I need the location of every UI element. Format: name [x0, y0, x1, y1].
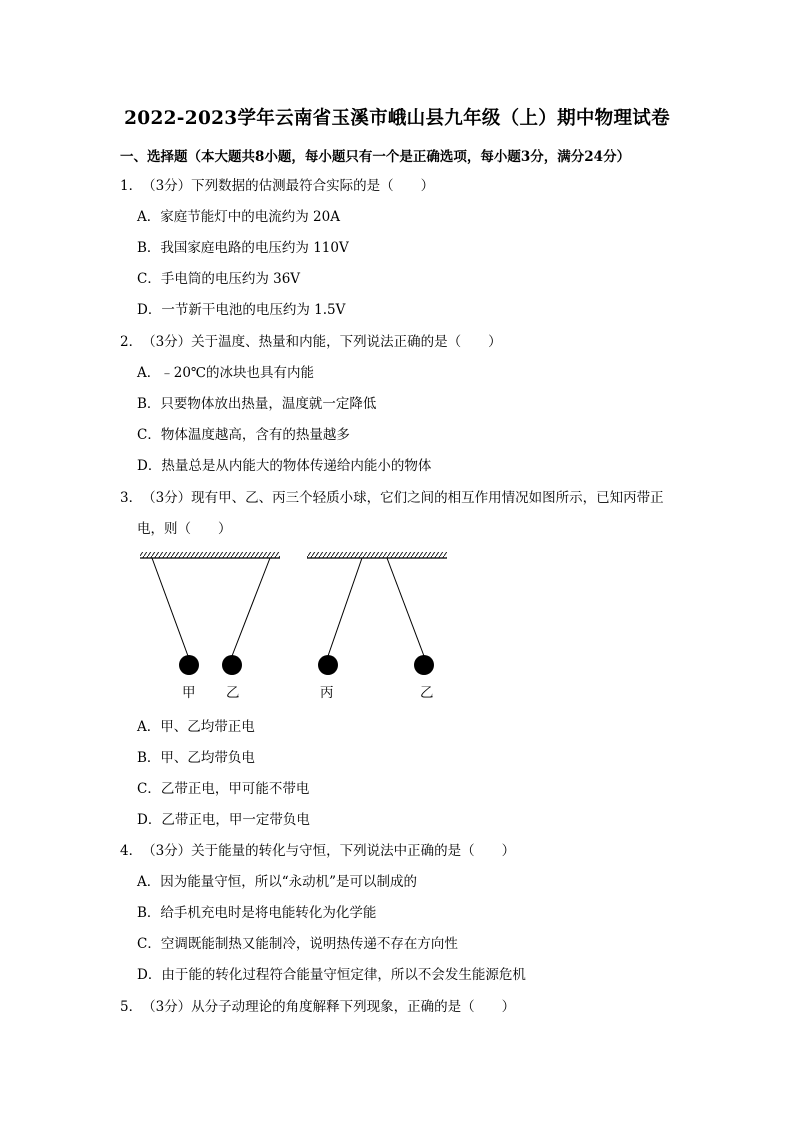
question-number: 3．	[120, 490, 143, 506]
question-1-stem	[120, 177, 434, 195]
label-yi-right: 乙	[420, 685, 434, 701]
question-number: 5．	[120, 999, 143, 1015]
label-yi-left: 乙	[226, 685, 240, 701]
question-text: （3分）下列数据的估测最符合实际的是（ ）	[142, 178, 435, 194]
question-1-option-d: D．一节新干电池的电压约为 1.5V	[137, 302, 346, 318]
question-4-option-d: D．由于能的转化过程符合能量守恒定律，所以不会发生能源危机	[137, 967, 526, 983]
question-4-option-c: C．空调既能制热又能制冷，说明热传递不存在方向性	[137, 936, 458, 952]
question-text: （3分）现有甲、乙、丙三个轻质小球，它们之间的相互作用情况如图所示，已知丙带正	[142, 490, 664, 506]
question-1-option-c: C．手电筒的电压约为 36V	[137, 271, 301, 287]
question-3-option-a: A．甲、乙均带正电	[137, 719, 255, 735]
label-bing: 丙	[320, 685, 334, 701]
question-4-option-a: A．因为能量守恒，所以“永动机”是可以制成的	[137, 874, 418, 890]
left-ceiling-hatch	[140, 552, 280, 558]
question-number: 2．	[120, 334, 143, 350]
question-text: （3分）关于能量的转化与守恒，下列说法中正确的是（ ）	[142, 843, 516, 859]
thread-bing	[328, 558, 362, 656]
label-jia: 甲	[182, 685, 196, 701]
question-3-stem	[120, 489, 664, 507]
question-3-stem-continuation: 电，则（ ）	[137, 521, 232, 537]
exam-title: 2022-2023学年云南省玉溪市峨山县九年级（上）期中物理试卷	[124, 108, 670, 129]
pendulum-balls-figure	[140, 550, 450, 705]
ball-yi-right	[414, 655, 434, 675]
question-number: 4．	[120, 843, 143, 859]
question-5-stem	[120, 998, 515, 1016]
question-3-option-d: D．乙带正电，甲一定带负电	[137, 812, 310, 828]
question-1-option-a: A．家庭节能灯中的电流约为 20A	[137, 209, 340, 225]
question-3-option-c: C．乙带正电，甲可能不带电	[137, 781, 310, 797]
question-1-option-b: B．我国家庭电路的电压约为 110V	[137, 240, 349, 256]
ball-bing	[318, 655, 338, 675]
question-number: 1．	[120, 178, 143, 194]
question-4-option-b: B．给手机充电时是将电能转化为化学能	[137, 905, 377, 921]
question-2-option-d: D．热量总是从内能大的物体传递给内能小的物体	[137, 458, 432, 474]
thread-jia	[152, 558, 188, 656]
right-ceiling-hatch	[307, 552, 447, 558]
question-text: （3分）从分子动理论的角度解释下列现象，正确的是（ ）	[142, 999, 516, 1015]
question-2-option-a: A．﹣20℃的冰块也具有内能	[137, 365, 315, 381]
pendulum-diagram	[140, 550, 450, 680]
question-text: （3分）关于温度、热量和内能，下列说法正确的是（ ）	[142, 334, 502, 350]
thread-yi-left	[232, 558, 270, 656]
question-2-option-b: B．只要物体放出热量，温度就一定降低	[137, 396, 377, 412]
question-2-option-c: C．物体温度越高，含有的热量越多	[137, 427, 350, 443]
thread-yi-right	[387, 558, 424, 656]
question-3-option-b: B．甲、乙均带负电	[137, 750, 255, 766]
section-heading: 一、选择题（本大题共8小题，每小题只有一个是正确选项，每小题3分，满分24分）	[120, 149, 631, 165]
ball-yi-left	[222, 655, 242, 675]
question-4-stem	[120, 842, 515, 860]
ball-jia	[179, 655, 199, 675]
question-2-stem	[120, 333, 502, 351]
